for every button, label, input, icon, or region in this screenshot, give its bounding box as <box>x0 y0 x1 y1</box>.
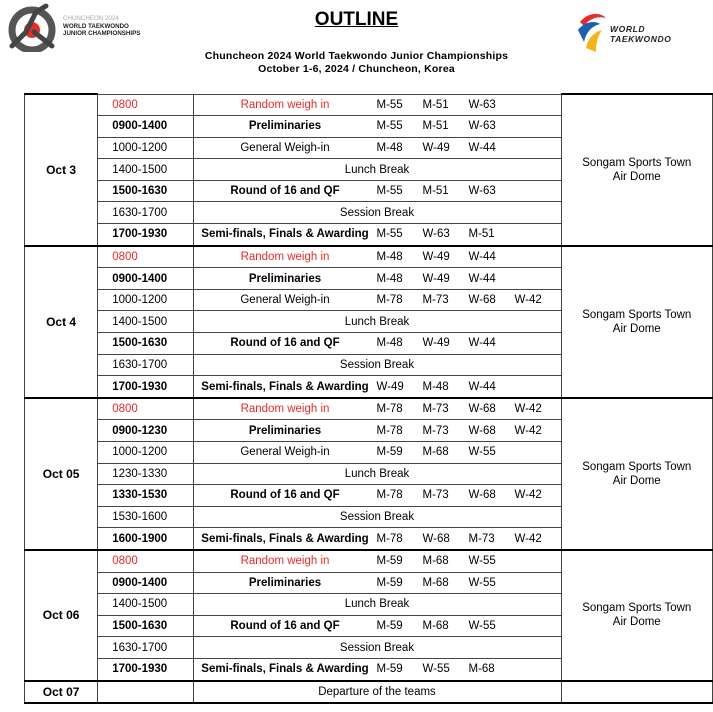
weight-category: M-68 <box>422 446 449 459</box>
session-activity: Semi-finals, Finals & Awarding <box>201 663 369 676</box>
venue: Songam Sports Town Air Dome <box>561 94 713 246</box>
session-time <box>98 681 193 704</box>
session-time: 0800 <box>98 550 193 572</box>
subtitle-line-1: Chuncheon 2024 World Taekwondo Junior Championships <box>204 50 509 62</box>
session-time: 1700-1930 <box>98 658 193 680</box>
day-date: Oct 07 <box>25 681 98 704</box>
weight-category: M-51 <box>468 228 495 241</box>
venue: Songam Sports Town Air Dome <box>561 550 713 681</box>
session-activity-cell <box>193 615 561 637</box>
weight-category: W-44 <box>468 272 496 285</box>
logo-line-1: CHUNCHEON 2024 <box>63 15 119 22</box>
session-time: 1600-1900 <box>98 528 193 550</box>
weight-category: M-73 <box>422 424 449 437</box>
weight-category: M-78 <box>376 532 403 545</box>
session-activity: Preliminaries <box>248 424 322 437</box>
day-date: Oct 4 <box>25 246 98 398</box>
session-time: 1400-1500 <box>98 159 193 181</box>
session-activity: Preliminaries <box>248 272 322 285</box>
weight-category: M-48 <box>376 272 403 285</box>
weight-category: M-55 <box>376 185 403 198</box>
session-time: 0800 <box>98 398 193 420</box>
session-time: 1500-1630 <box>98 615 193 637</box>
weight-category: M-68 <box>422 620 449 633</box>
weight-category: W-49 <box>422 141 450 154</box>
session-time: 1000-1200 <box>98 289 193 311</box>
weight-category: M-73 <box>422 294 449 307</box>
schedule-row <box>25 94 713 116</box>
weight-category: M-73 <box>422 489 449 502</box>
weight-category: W-55 <box>468 446 496 459</box>
session-time: 0900-1400 <box>98 572 193 594</box>
session-time: 0900-1400 <box>98 116 193 138</box>
session-activity-cell <box>193 159 561 181</box>
weight-category: W-44 <box>468 141 496 154</box>
world-taekwondo-logo <box>574 8 684 54</box>
session-time: 1500-1630 <box>98 333 193 355</box>
session-activity-cell <box>193 681 561 704</box>
session-activity-cell <box>193 311 561 333</box>
weight-category: W-49 <box>422 272 450 285</box>
session-activity-cell <box>193 94 561 116</box>
session-time: 0800 <box>98 94 193 116</box>
session-activity: Random weigh in <box>240 403 330 416</box>
weight-category: M-73 <box>422 403 449 416</box>
session-activity-cell <box>193 442 561 464</box>
weight-category: M-59 <box>376 620 403 633</box>
session-activity: Lunch Break <box>344 163 410 176</box>
session-activity-cell <box>193 420 561 442</box>
session-activity-cell <box>193 202 561 224</box>
session-activity-cell <box>193 333 561 355</box>
weight-category: M-55 <box>376 120 403 133</box>
session-activity: General Weigh-in <box>240 446 330 459</box>
weight-category: M-48 <box>376 141 403 154</box>
weight-category: W-68 <box>468 424 496 437</box>
session-activity-cell <box>193 180 561 202</box>
session-activity-cell <box>193 398 561 420</box>
schedule-body <box>25 94 713 703</box>
weight-category: W-44 <box>468 250 496 263</box>
weight-category: W-55 <box>468 576 496 589</box>
session-activity-cell <box>193 528 561 550</box>
weight-category: M-48 <box>376 337 403 350</box>
weight-category: W-42 <box>514 532 542 545</box>
session-activity: Round of 16 and QF <box>230 489 340 502</box>
weight-category: W-68 <box>468 403 496 416</box>
session-activity: Round of 16 and QF <box>230 620 340 633</box>
subtitle-line-2: October 1-6, 2024 / Chuncheon, Korea <box>258 63 455 75</box>
weight-category: W-44 <box>468 337 496 350</box>
session-activity-cell <box>193 594 561 616</box>
session-activity: Random weigh in <box>240 250 330 263</box>
weight-category: W-68 <box>422 532 450 545</box>
weight-category: M-78 <box>376 403 403 416</box>
session-time: 0900-1400 <box>98 268 193 290</box>
day-date: Oct 05 <box>25 398 98 550</box>
weight-category: M-48 <box>376 250 403 263</box>
day-date: Oct 06 <box>25 550 98 681</box>
session-activity: Lunch Break <box>344 315 410 328</box>
session-time: 1530-1600 <box>98 506 193 528</box>
weight-category: W-42 <box>514 294 542 307</box>
weight-category: W-49 <box>376 380 404 393</box>
weight-category: W-49 <box>422 337 450 350</box>
logo-line-2: WORLD TAEKWONDO <box>63 22 129 30</box>
session-activity-cell <box>193 246 561 268</box>
schedule-table <box>24 93 713 704</box>
session-time: 0900-1230 <box>98 420 193 442</box>
session-activity: Session Break <box>339 641 415 654</box>
session-activity-cell <box>193 137 561 159</box>
weight-category: M-68 <box>422 576 449 589</box>
weight-category: W-55 <box>468 620 496 633</box>
session-activity: Random weigh in <box>240 98 330 111</box>
weight-category: W-63 <box>468 185 496 198</box>
weight-category: W-42 <box>514 424 542 437</box>
session-activity: Preliminaries <box>248 576 322 589</box>
session-activity: Departure of the teams <box>318 685 436 698</box>
session-activity: Session Break <box>339 511 415 524</box>
session-time: 1330-1530 <box>98 485 193 507</box>
session-activity: Semi-finals, Finals & Awarding <box>201 532 369 545</box>
weight-category: M-48 <box>422 380 449 393</box>
weight-category: M-73 <box>468 532 495 545</box>
weight-category: M-55 <box>376 228 403 241</box>
weight-category: W-49 <box>422 250 450 263</box>
schedule-row <box>25 246 713 268</box>
session-time: 1630-1700 <box>98 202 193 224</box>
weight-category: W-63 <box>468 98 496 111</box>
session-activity-cell <box>193 289 561 311</box>
session-time: 1230-1330 <box>98 463 193 485</box>
weight-category: W-55 <box>422 663 450 676</box>
weight-category: M-78 <box>376 424 403 437</box>
weight-category: M-55 <box>376 98 403 111</box>
venue: Songam Sports Town Air Dome <box>561 246 713 398</box>
venue: Songam Sports Town Air Dome <box>561 398 713 550</box>
session-activity: Round of 16 and QF <box>230 185 340 198</box>
session-activity: Preliminaries <box>248 120 322 133</box>
session-activity-cell <box>193 658 561 680</box>
weight-category: M-78 <box>376 489 403 502</box>
weight-category: W-63 <box>422 228 450 241</box>
session-time: 1630-1700 <box>98 637 193 659</box>
weight-category: M-51 <box>422 185 449 198</box>
session-activity-cell <box>193 376 561 398</box>
session-activity-cell <box>193 506 561 528</box>
session-time: 1700-1930 <box>98 376 193 398</box>
session-time: 1000-1200 <box>98 442 193 464</box>
wt-swirl-icon <box>574 8 612 54</box>
weight-category: W-63 <box>468 120 496 133</box>
weight-category: M-51 <box>422 98 449 111</box>
session-activity-cell <box>193 354 561 376</box>
weight-category: M-78 <box>376 294 403 307</box>
session-activity-cell <box>193 637 561 659</box>
session-time: 1500-1630 <box>98 180 193 202</box>
session-activity: General Weigh-in <box>240 141 330 154</box>
weight-category: W-68 <box>468 294 496 307</box>
weight-category: M-59 <box>376 555 403 568</box>
weight-category: W-55 <box>468 555 496 568</box>
session-activity: Lunch Break <box>344 598 410 611</box>
session-time: 1700-1930 <box>98 224 193 246</box>
session-activity-cell <box>193 463 561 485</box>
day-date: Oct 3 <box>25 94 98 246</box>
session-activity-cell <box>193 572 561 594</box>
weight-category: W-44 <box>468 380 496 393</box>
schedule-row <box>25 681 713 704</box>
session-activity: Semi-finals, Finals & Awarding <box>201 380 369 393</box>
weight-category: M-59 <box>376 576 403 589</box>
weight-category: W-68 <box>468 489 496 502</box>
session-activity: Round of 16 and QF <box>230 337 340 350</box>
session-activity: Lunch Break <box>344 467 410 480</box>
page-title: OUTLINE <box>314 9 399 30</box>
weight-category: M-51 <box>422 120 449 133</box>
session-activity: Session Break <box>339 206 415 219</box>
wt-logo-line-1: WORLD <box>610 24 646 34</box>
weight-category: M-59 <box>376 663 403 676</box>
wt-logo-line-2: TAEKWONDO <box>610 34 672 44</box>
venue <box>561 681 713 704</box>
session-activity: Session Break <box>339 358 415 371</box>
logo-line-3: JUNIOR CHAMPIONSHIPS <box>63 30 141 38</box>
schedule-row <box>25 398 713 420</box>
session-activity: General Weigh-in <box>240 294 330 307</box>
weight-category: M-59 <box>376 446 403 459</box>
weight-category: M-68 <box>468 663 495 676</box>
session-activity-cell <box>193 116 561 138</box>
session-activity-cell <box>193 550 561 572</box>
session-time: 0800 <box>98 246 193 268</box>
session-activity-cell <box>193 224 561 246</box>
session-time: 1400-1500 <box>98 311 193 333</box>
session-activity: Random weigh in <box>240 555 330 568</box>
session-time: 1630-1700 <box>98 354 193 376</box>
session-time: 1000-1200 <box>98 137 193 159</box>
weight-category: W-42 <box>514 489 542 502</box>
weight-category: M-68 <box>422 555 449 568</box>
session-activity-cell <box>193 485 561 507</box>
session-activity: Semi-finals, Finals & Awarding <box>201 228 369 241</box>
session-time: 1400-1500 <box>98 594 193 616</box>
session-activity-cell <box>193 268 561 290</box>
schedule-row <box>25 550 713 572</box>
weight-category: W-42 <box>514 403 542 416</box>
